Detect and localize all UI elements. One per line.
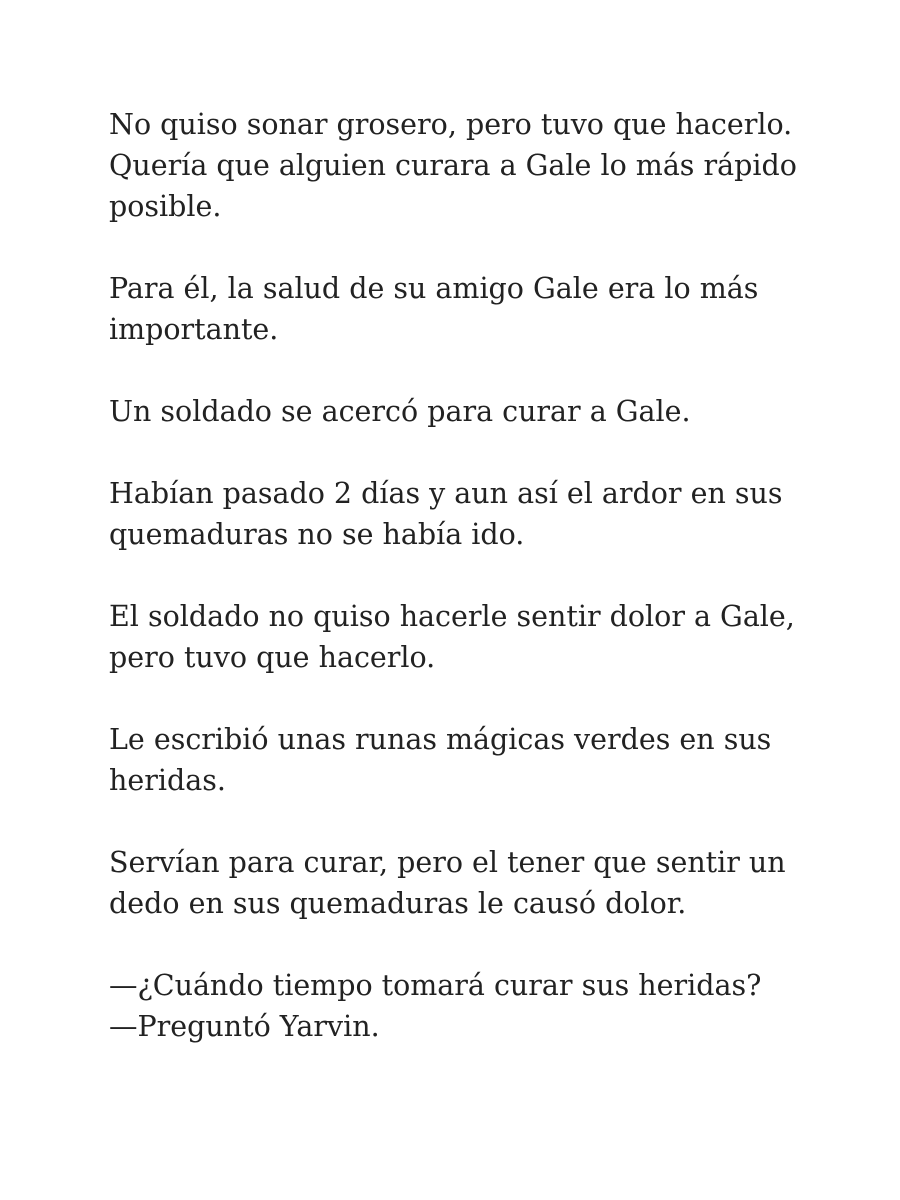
story-text (109, 104, 809, 1047)
text-line: Quería que alguien curara a Gale lo más rápido (109, 149, 797, 182)
dialogue-paragraph (109, 965, 809, 1047)
text-line: Habían pasado 2 días y aun así el ardor en sus (109, 477, 783, 510)
paragraph (109, 473, 809, 555)
text-line: Un soldado se acercó para curar a Gale. (109, 395, 691, 428)
paragraph (109, 268, 809, 350)
paragraph (109, 391, 809, 432)
paragraph (109, 104, 809, 227)
paragraph (109, 842, 809, 924)
text-line: heridas. (109, 764, 226, 797)
text-line: No quiso sonar grosero, pero tuvo que hacerlo. (109, 108, 793, 141)
paragraph (109, 596, 809, 678)
text-line: quemaduras no se había ido. (109, 518, 525, 551)
text-line: importante. (109, 313, 279, 346)
text-line: posible. (109, 190, 222, 223)
text-line: Para él, la salud de su amigo Gale era lo más (109, 272, 759, 305)
text-line: dedo en sus quemaduras le causó dolor. (109, 887, 687, 920)
dialogue-line: —¿Cuándo tiempo tomará curar sus heridas? (109, 969, 762, 1002)
text-line: pero tuvo que hacerlo. (109, 641, 436, 674)
text-line: El soldado no quiso hacerle sentir dolor a Gale, (109, 600, 795, 633)
dialogue-line: —Preguntó Yarvin. (109, 1010, 380, 1043)
text-line: Servían para curar, pero el tener que sentir un (109, 846, 786, 879)
text-line: Le escribió unas runas mágicas verdes en sus (109, 723, 772, 756)
paragraph (109, 719, 809, 801)
